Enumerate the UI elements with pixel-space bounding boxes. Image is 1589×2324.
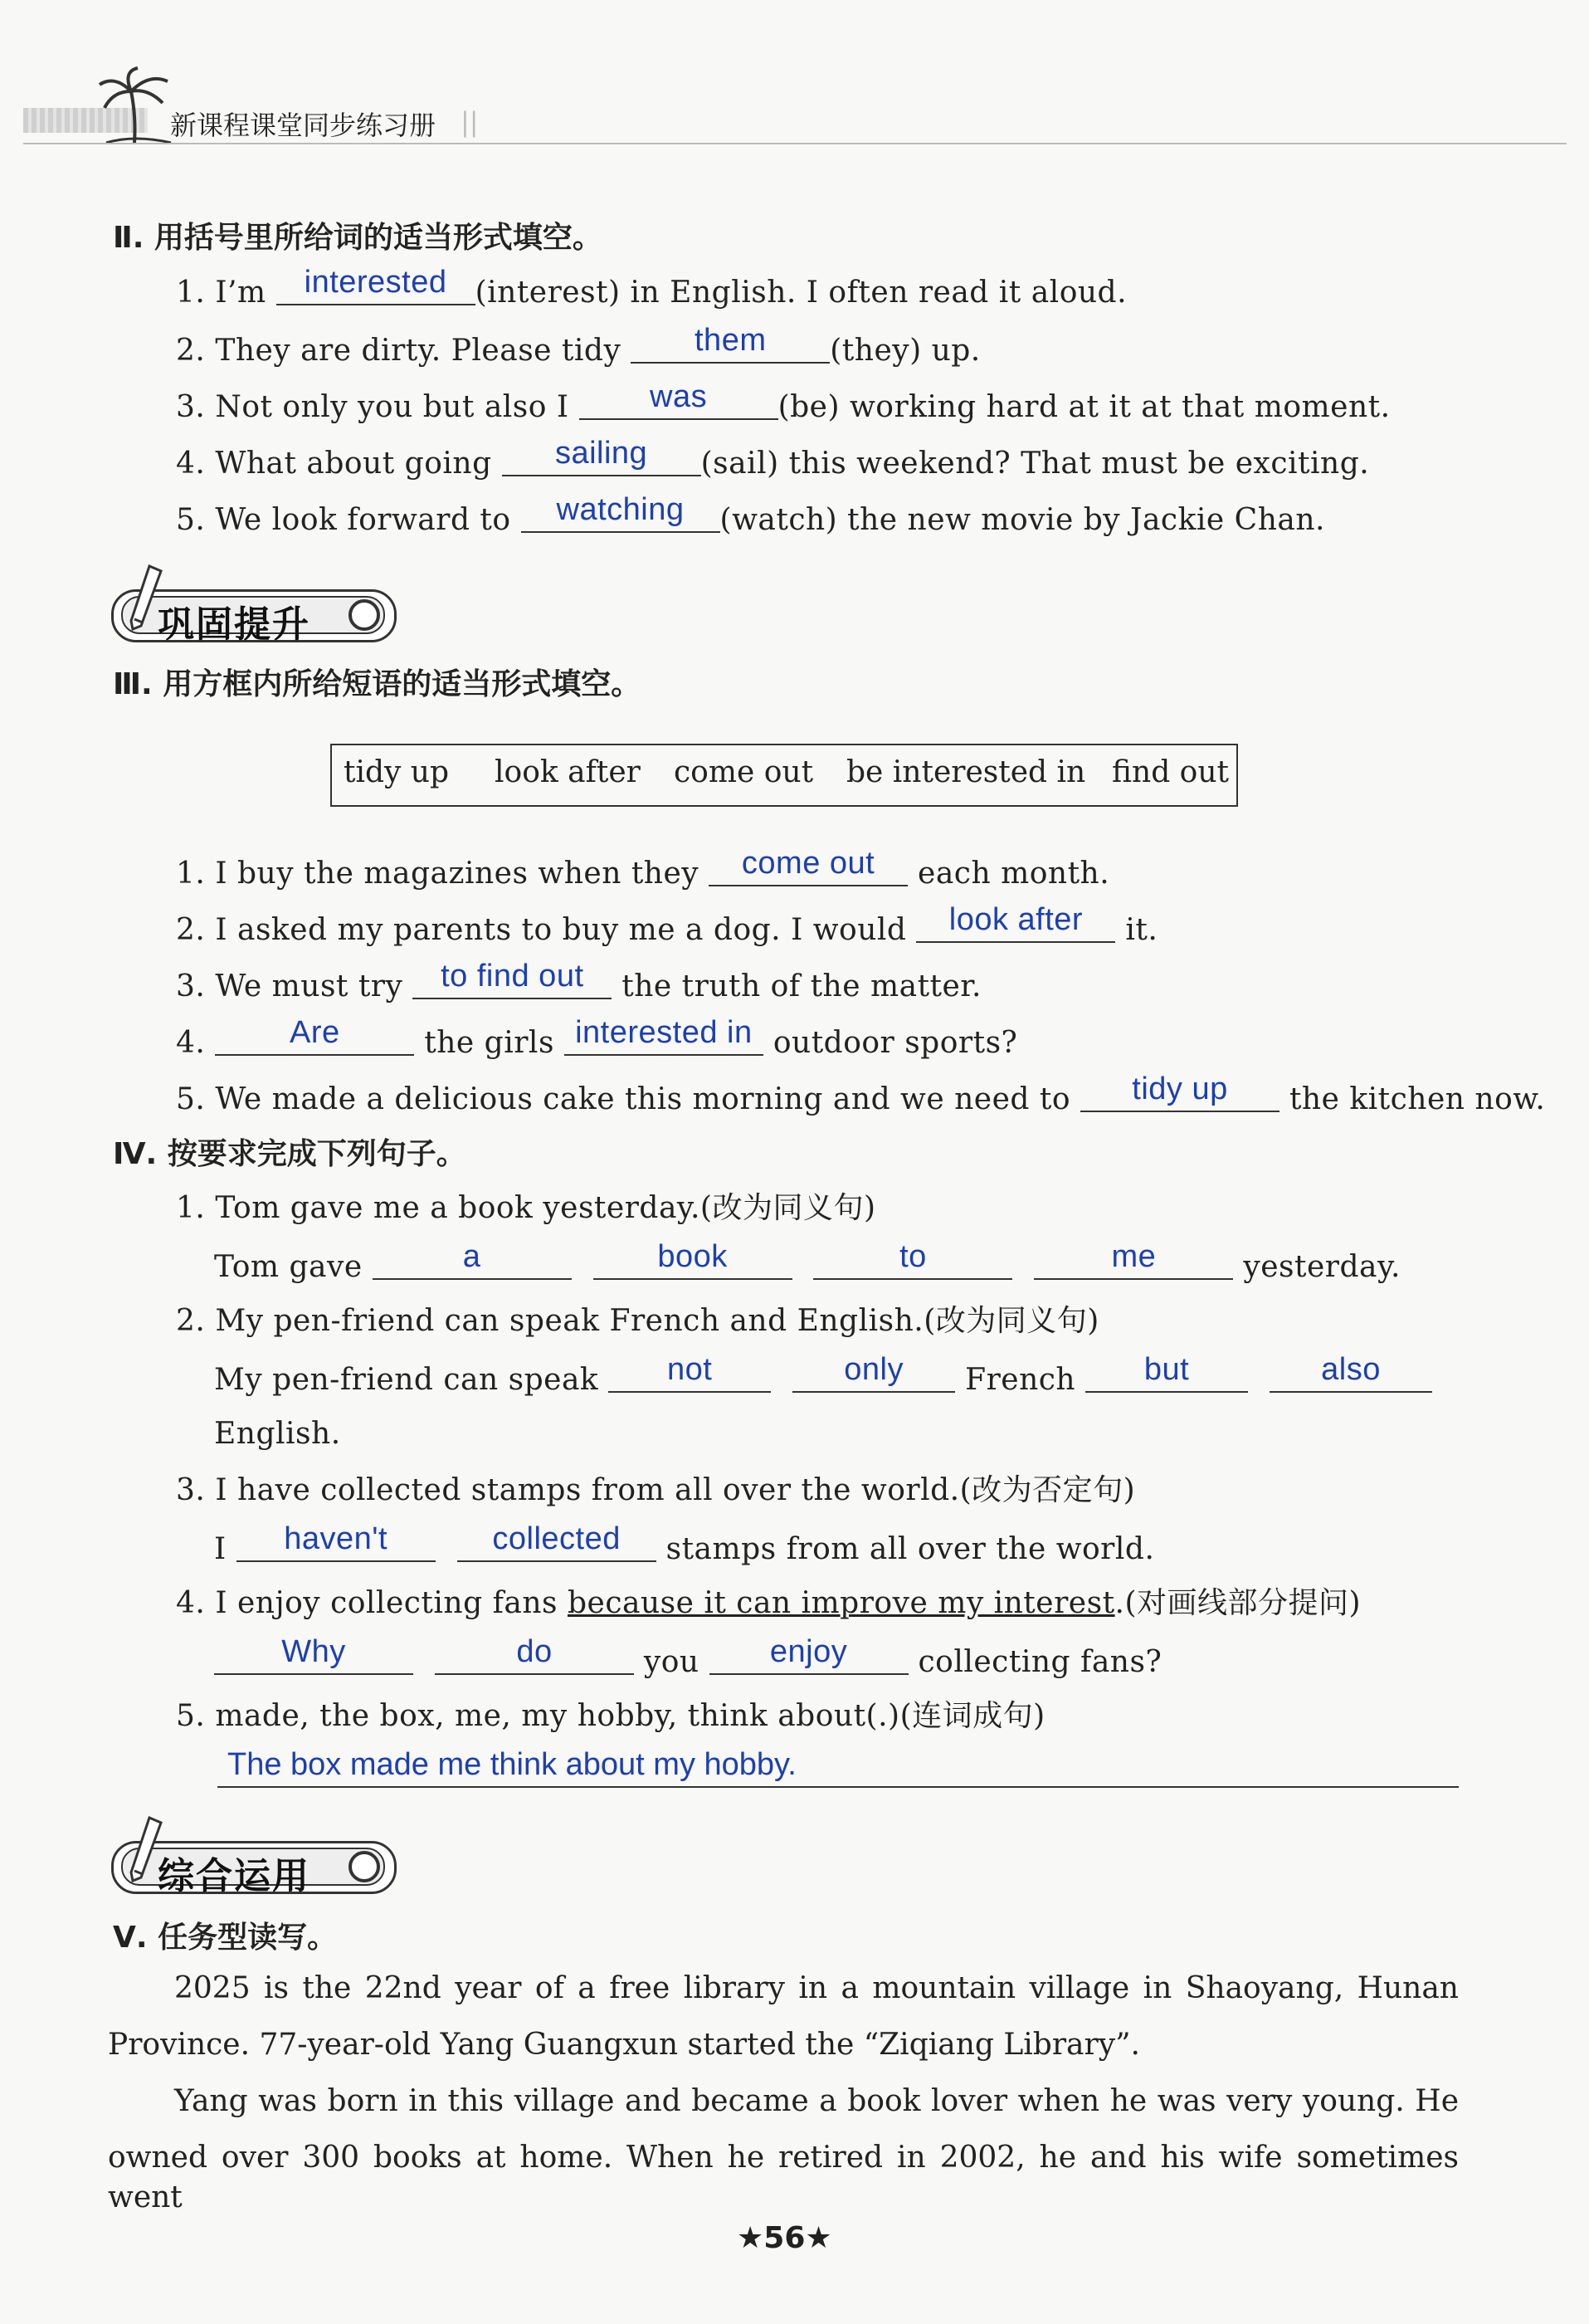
phrase: tidy up [344,755,450,789]
s4-q2-prompt: 2. My pen-friend can speak French and English.(改为同义句) [176,1304,1099,1338]
answer-blank[interactable]: not [608,1358,771,1393]
header-separator: || [461,106,479,138]
phrase-box [330,744,1238,807]
answer-blank[interactable]: to find out [412,964,612,999]
s3-item-4: 4. Are the girls interested in outdoor sports? [176,1015,1018,1060]
header-rule [23,143,1567,144]
page-number: ★56★ [737,2221,832,2255]
s4-q3-answer: I haven't collected stamps from all over the world. [214,1521,1155,1566]
s2-item-4: 4. What about going sailing (sail) this weekend? That must be exciting. [176,436,1370,481]
phrase: look after [495,755,641,789]
answer-blank[interactable]: Are [215,1021,414,1056]
answer-blank[interactable]: book [593,1245,792,1280]
passage-line: owned over 300 books at home. When he retired in 2002, he and his wife sometimes went [108,2141,1459,2214]
passage-line: 2025 is the 22nd year of a free library in a mountain village in Shaoyang, Hunan [174,1971,1459,2005]
answer-blank[interactable]: Why [214,1640,413,1675]
s4-q1-prompt: 1. Tom gave me a book yesterday.(改为同义句) [176,1191,876,1225]
s4-q4-prompt: 4. I enjoy collecting fans because it can improve my interest.(对画线部分提问) [176,1586,1362,1620]
s4-q2-answer-end: English. [214,1417,341,1451]
answer-blank[interactable]: them [631,329,830,364]
section-4-heading: Ⅳ. 按要求完成下列句子。 [113,1137,466,1171]
s2-item-2: 2. They are dirty. Please tidy them (they) up. [176,323,981,368]
s4-q5-prompt: 5. made, the box, me, my hobby, think about(.)(连词成句) [176,1699,1046,1733]
s2-item-3: 3. Not only you but also I was (be) working hard at it at that moment. [176,379,1391,424]
answer-blank[interactable]: interested in [564,1021,763,1056]
s4-q2-answer: My pen-friend can speak not only French but also [214,1358,1432,1400]
answer-blank[interactable]: do [435,1640,634,1675]
answer-blank[interactable]: a [373,1245,572,1280]
s4-q3-prompt: 3. I have collected stamps from all over the world.(改为否定句) [176,1473,1136,1507]
section-5-heading: Ⅴ. 任务型读写。 [113,1921,338,1955]
section-3-heading: Ⅲ. 用方框内所给短语的适当形式填空。 [113,667,641,701]
answer-line[interactable]: The box made me think about my hobby. [217,1746,1459,1788]
answer-blank[interactable]: watching [521,498,720,533]
underlined-phrase: because it can improve my interest [567,1586,1115,1620]
s3-item-2: 2. I asked my parents to buy me a dog. I would look after it. [176,902,1158,947]
section-2-heading: Ⅱ. 用括号里所给词的适当形式填空。 [113,221,602,255]
answer-blank[interactable]: tidy up [1080,1077,1279,1112]
answer-blank[interactable]: but [1085,1358,1248,1393]
passage-line: Province. 77-year-old Yang Guangxun started the “Ziqiang Library”. [108,2028,1140,2062]
answer-blank[interactable]: enjoy [709,1640,909,1675]
s3-item-3: 3. We must try to find out the truth of the matter. [176,959,982,1003]
banner-application: 综合运用 [100,1838,415,1892]
answer-blank[interactable]: me [1034,1245,1233,1280]
book-title: 新课程课堂同步练习册 [170,110,436,141]
answer-blank[interactable]: look after [916,908,1115,943]
s2-item-5: 5. We look forward to watching (watch) the new movie by Jackie Chan. [176,492,1325,537]
s4-q4-answer: Why do you enjoy collecting fans? [214,1640,1162,1682]
answer-blank[interactable]: was [579,385,778,420]
answer-blank[interactable]: only [792,1358,955,1393]
s2-item-1: 1. I’m interested (interest) in English. I often read it aloud. [176,265,1128,310]
phrase: find out [1112,755,1230,789]
answer-blank[interactable]: sailing [502,442,701,476]
answer-blank[interactable]: interested [276,271,475,305]
s3-item-5: 5. We made a delicious cake this morning and we need to tidy up the kitchen now. [176,1072,1546,1116]
s3-item-1: 1. I buy the magazines when they come out each month. [176,846,1110,891]
banner-consolidate: 巩固提升 [100,586,415,641]
answer-blank[interactable]: also [1270,1358,1432,1393]
answer-blank[interactable]: to [813,1245,1012,1280]
answer-blank[interactable]: come out [709,852,908,886]
passage-line: Yang was born in this village and became a book lover when he was very young. He [174,2084,1459,2118]
s4-q1-answer: Tom gave a book to me yesterday. [214,1239,1401,1284]
phrase: be interested in [846,755,1086,789]
phrase: come out [674,755,814,789]
answer-blank[interactable]: haven't [236,1527,436,1562]
palm-tree-icon [98,66,173,145]
answer-blank[interactable]: collected [457,1527,656,1562]
